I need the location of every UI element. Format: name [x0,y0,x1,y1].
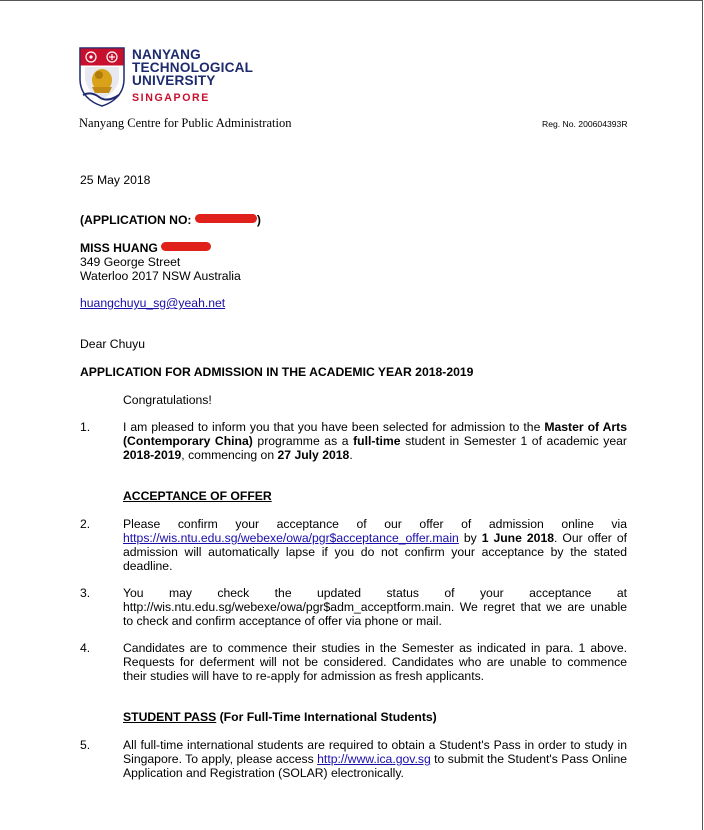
para-5-part: All full-time international students are required to obtain a Student's Pass in order to study in Singapore. To apply, please access [123,738,627,766]
subject-line: APPLICATION FOR ADMISSION IN THE ACADEMIC YEAR 2018-2019 [80,365,474,379]
application-close: ) [256,213,261,227]
section-heading-acceptance: ACCEPTANCE OF OFFER [123,489,272,503]
para-5-number: 5. [80,738,91,752]
para-3-number: 3. [80,586,91,600]
para-3-part: . We regret that we are unable to check and confirm acceptance of offer via phone or mail. [123,600,627,628]
para-2-part: Please confirm your acceptance of our offer of admission online via [123,517,627,531]
address-line-2: Waterloo 2017 NSW Australia [80,269,241,283]
para-1-part: . [349,448,353,462]
student-pass-heading: STUDENT PASS [123,710,217,724]
para-1-text [123,420,627,462]
student-pass-subheading: (For Full-Time International Students) [216,710,437,724]
para-3-text [123,586,627,628]
programme-name: Master of Arts (Contemporary China) [123,420,627,448]
para-2-part: . Our offer of admission will automatically lapse if you do not confirm your acceptance by the stated deadline. [123,531,627,573]
commencement-date: 27 July 2018 [277,448,350,462]
university-crest [79,47,125,107]
centre-name: Nanyang Centre for Public Administration [79,116,292,130]
para-4-text: Candidates are to commence their studies in the Semester as indicated in para. 1 above. Requests for deferment will not be considered. Candidates who are unable to commence their studies will have to re-apply for admission as fresh applicants. [123,641,627,683]
university-country: SINGAPORE [132,92,210,104]
recipient-name [80,241,211,255]
application-label: (APPLICATION NO: [80,213,195,227]
acceptance-deadline: 1 June 2018 [481,531,554,545]
para-5-part: to submit the Student's Pass Online Application and Registration (SOLAR) electronically. [123,752,627,780]
registration-number: Reg. No. 200604393R [542,119,628,129]
congratulations: Congratulations! [123,393,212,407]
academic-year: 2018-2019 [123,448,182,462]
para-1-number: 1. [80,420,91,434]
university-name-line-2: TECHNOLOGICAL [132,60,254,75]
application-number [80,213,261,227]
para-1-part: programme as a [252,434,354,448]
para-4-number: 4. [80,641,91,655]
para-2-number: 2. [80,517,91,531]
salutation: Dear Chuyu [80,337,146,351]
para-1-part: , commencing on [181,448,278,462]
university-name-line-3: UNIVERSITY [132,73,216,88]
para-1-part: I am pleased to inform you that you have been selected for admission to the [123,420,545,434]
recipient-name-text: MISS HUANG [80,241,162,255]
para-1-part: student in Semester 1 of academic year [400,434,627,448]
para-2-part: by [458,531,482,545]
para-2-text [123,517,627,573]
redaction-mark [161,242,211,251]
section-heading-student-pass [123,710,437,724]
redaction-mark [195,214,257,223]
study-mode: full-time [353,434,401,448]
para-3-part: You may check the updated status of your acceptance at [123,586,627,600]
ica-link[interactable]: http://www.ica.gov.sg [317,752,431,766]
university-name-line-1: NANYANG [132,47,201,62]
acceptance-status-url: http://wis.ntu.edu.sg/webexe/owa/pgr$adm_acceptform.main [123,600,451,614]
address-line-1: 349 George Street [80,255,181,269]
acceptance-offer-link[interactable]: https://wis.ntu.edu.sg/webexe/owa/pgr$acceptance_offer.main [123,531,459,545]
email-link[interactable]: huangchuyu_sg@yeah.net [80,296,226,310]
para-5-text [123,738,627,780]
letter-date: 25 May 2018 [80,173,151,187]
